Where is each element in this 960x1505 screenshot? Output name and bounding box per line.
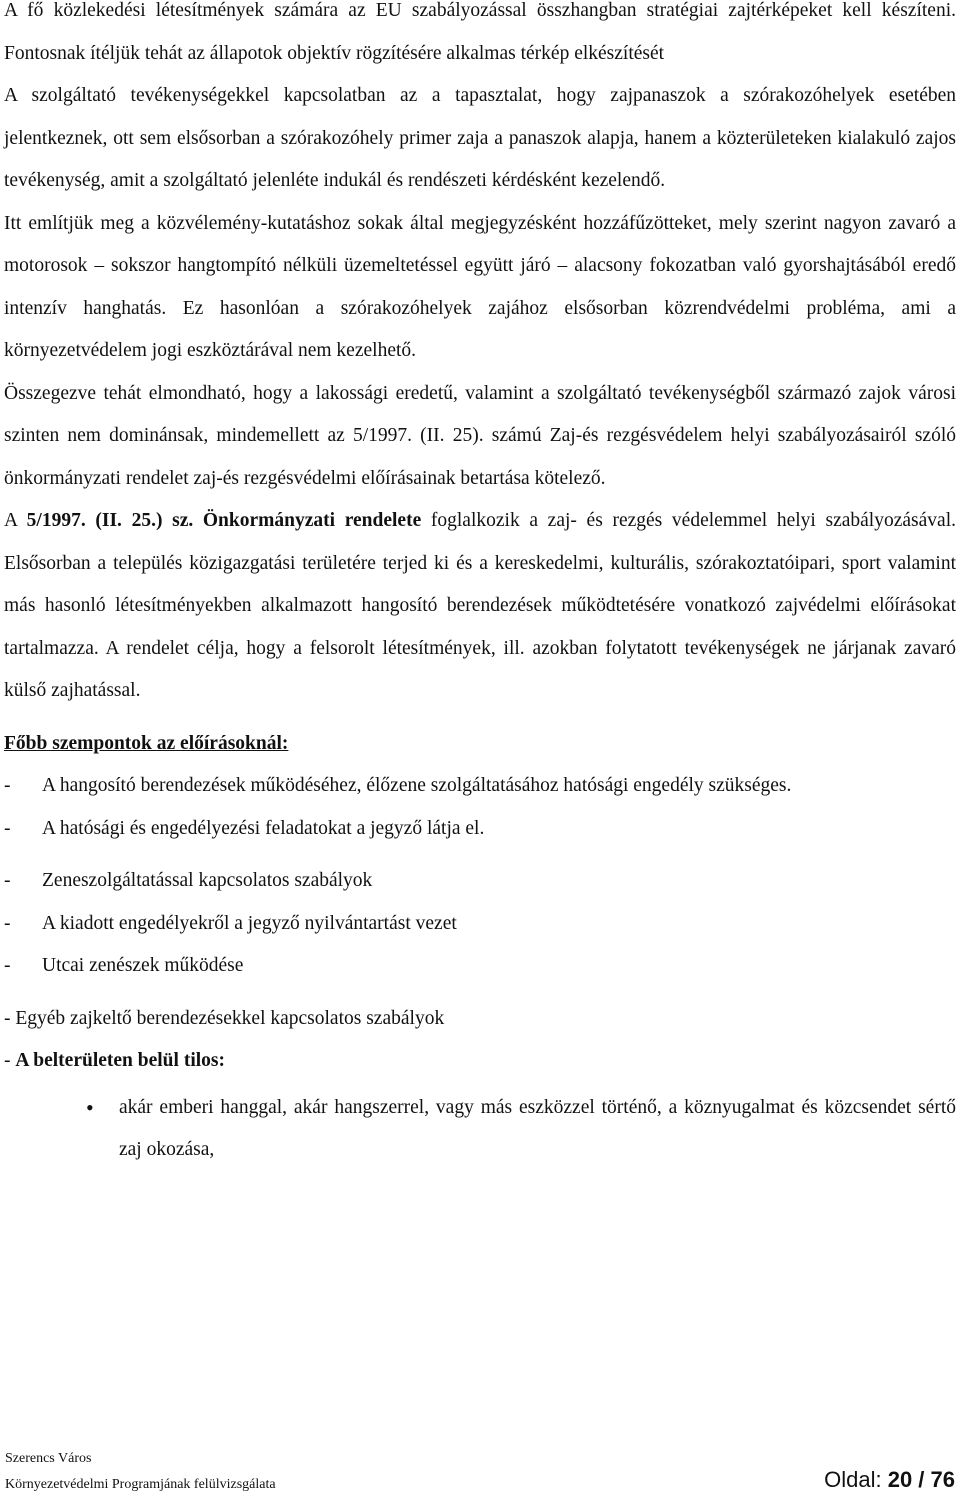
list-item [4,945,956,988]
dash-marker: - [4,912,11,934]
prohibited-heading [4,1040,956,1083]
footer-program: Környezetvédelmi Programjának felülvizsgálata [5,1477,276,1492]
decree-prefix: A [4,510,27,531]
decree-title: 5/1997. (II. 25.) sz. Önkormányzati rendelete [26,510,422,531]
decree-paragraph [4,500,956,713]
list-item [4,765,956,808]
other-rules-line: - Egyéb zajkeltő berendezésekkel kapcsolatos szabályok [4,1007,445,1029]
decree-text: foglalkozik a zaj- és rezgés védelemmel helyi szabályozásával. Elsősorban a település közigazgatási területére terjed ki és a kereskedelmi, kulturális, szórakoztatóipari, sport valamint más hasonló létesítményekben alkalmazott hangosító berendezések működtetésére vonatkozó zajvédelmi előírásokat tartalmazza. A rendelet célja, hogy a felsorolt létesítmények, ill. azokban folytatott tevékenységek ne járjanak zavaró külső zajhatással. [4,510,956,701]
bullet-marker: • [86,1094,94,1120]
list-item-text: A hatósági és engedélyezési feladatokat a jegyző látja el. [42,817,485,839]
dash-marker: - [4,955,11,976]
page-content [4,0,956,1172]
prohibited-title: A belterületen belül tilos: [15,1050,225,1071]
prohibited-dash: - [4,1050,16,1071]
bullet-list-item [4,1087,956,1172]
paragraph: A szolgáltató tevékenységekkel kapcsolatban az a tapasztalat, hogy zajpanaszok a szórakozóhelyek esetében jelentkeznek, ott sem elsősorban a szórakozóhely primer zaja a panaszok alapja, hanem a közterületeken kialakuló zajos tevékenység, amit a szolgáltató jelenléte indukál és rendészeti kérdésként kezelendő. [4,85,956,191]
list-item [4,808,956,851]
list-item-text: Utcai zenészek működése [42,955,244,976]
footer-city: Szerencs Város [5,1451,92,1466]
section-heading: Főbb szempontok az előírásoknál: [4,732,289,754]
dash-marker: - [4,870,11,891]
list-item [4,860,956,903]
page-label: Oldal: [824,1467,888,1492]
page-number-value: 20 / 76 [887,1467,955,1492]
paragraph: A fő közlekedési létesítmények számára az EU szabályozással összhangban stratégiai zajtérképeket kell készíteni. Fontosnak ítéljük tehát az állapotok objektív rögzítésére alkalmas térkép elkészítését [4,0,956,64]
dash-marker: - [4,775,11,796]
bullet-item-text: akár emberi hanggal, akár hangszerrel, vagy más eszközzel történő, a köznyugalmat és közcsendet sértő zaj okozása, [119,1096,956,1160]
paragraph: Itt említjük meg a közvélemény-kutatáshoz sokak által megjegyzésként hozzáfűzötteket, mely szerint nagyon zavaró a motorosok – sokszor hangtompító nélküli üzemeltetéssel együtt járó – alacsony fokozatban való gyorshajtásából eredő intenzív hanghatás. Ez hasonlóan a szórakozóhelyek zajához elsősorban közrendvédelmi probléma, ami a környezetvédelem jogi eszköztárával nem kezelhető. [4,212,956,361]
list-item [4,903,956,946]
list-item-text: Zeneszolgáltatással kapcsolatos szabályok [42,870,373,891]
list-item-text: A hangosító berendezések működéséhez, élőzene szolgáltatásához hatósági engedély szükséges. [42,775,792,796]
page-footer [5,1445,955,1505]
page-number [824,1467,955,1493]
paragraph: Összegezve tehát elmondható, hogy a lakossági eredetű, valamint a szolgáltató tevékenységből származó zajok városi szinten nem dominánsak, mindemellett az 5/1997. (II. 25). számú Zaj-és rezgésvédelem helyi szabályozásairól szóló önkormányzati rendelet zaj-és rezgésvédelmi előírásainak betartása kötelező. [4,382,956,489]
dash-marker: - [4,817,11,839]
list-item-text: A kiadott engedélyekről a jegyző nyilvántartást vezet [42,912,457,934]
